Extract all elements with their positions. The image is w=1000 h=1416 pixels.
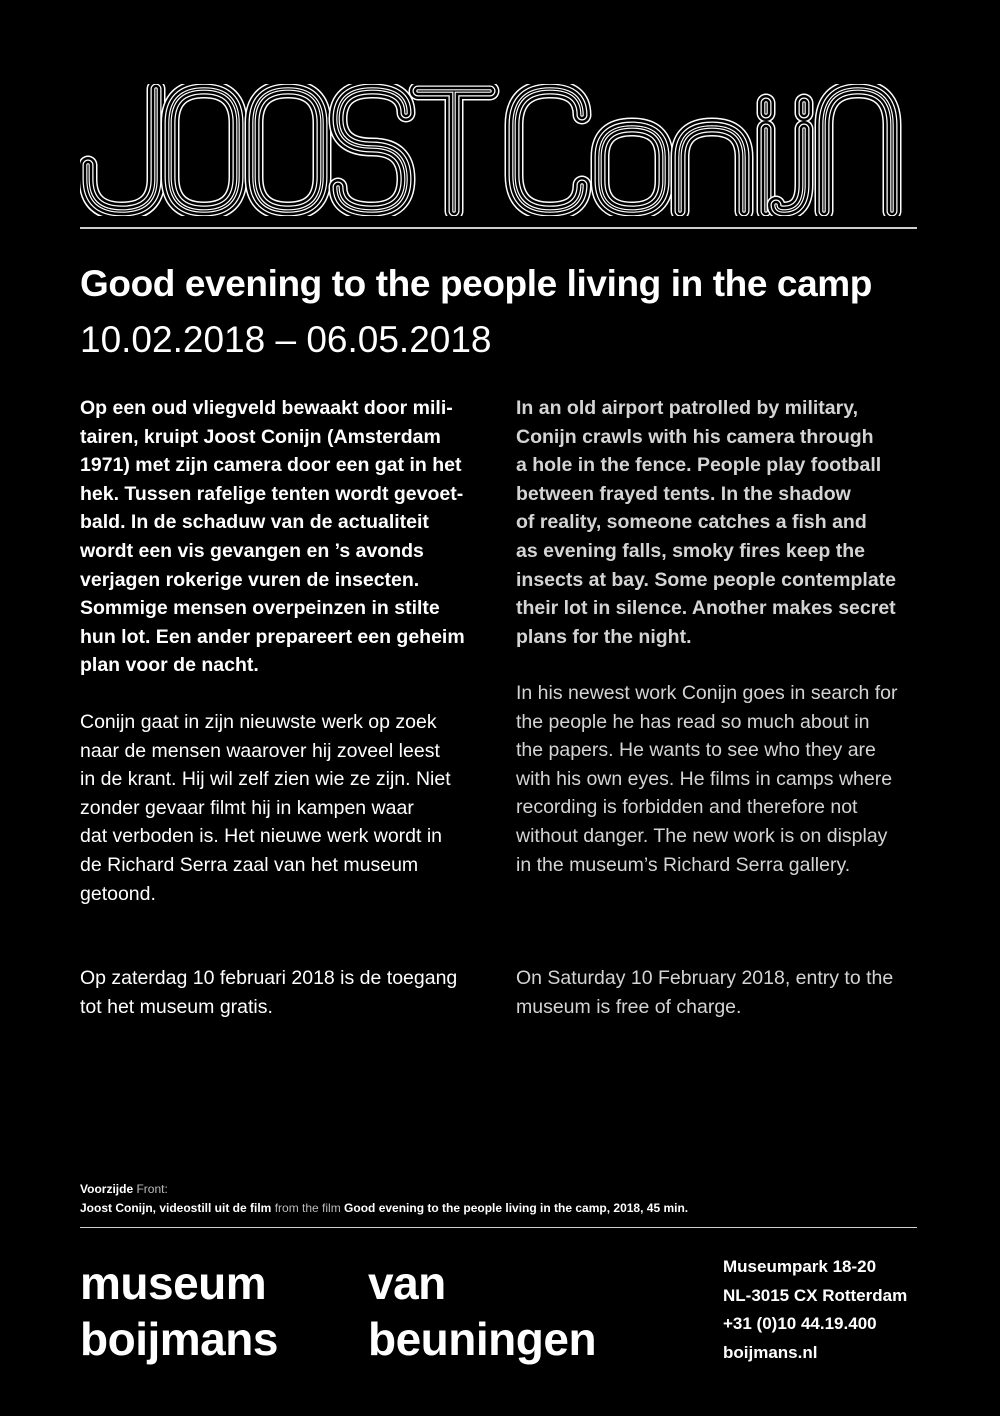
english-text-line: a hole in the fence. People play football <box>516 454 882 477</box>
address-street: Museumpark 18-20 <box>723 1257 877 1276</box>
english-text-line: in the museum’s Richard Serra gallery. <box>516 853 851 876</box>
dutch-text-line: hek. Tussen rafelige tenten wordt gevoet- <box>80 482 464 505</box>
logo-word-beuningen: beuningen <box>368 1313 597 1365</box>
exhibition-dates: 10.02.2018 – 06.05.2018 <box>80 319 492 360</box>
english-text-line: recording is forbidden and therefore not <box>516 796 858 819</box>
caption-credit-en: from the film <box>274 1201 341 1215</box>
logo-word-museum: museum <box>80 1257 267 1309</box>
logo-word-van: van <box>368 1257 446 1309</box>
dutch-text-line: zonder gevaar filmt hij in kampen waar <box>80 796 414 819</box>
english-text-line: In his newest work Conijn goes in search for <box>516 682 898 704</box>
dutch-paragraph-3 <box>80 964 500 1021</box>
english-paragraph-1 <box>516 394 936 651</box>
caption-label-nl: Voorzijde <box>80 1182 134 1196</box>
english-text-line: the people he has read so much about in <box>516 710 870 733</box>
dutch-text-line: in de krant. Hij wil zelf zien wie ze zijn. Niet <box>80 768 451 791</box>
address-phone: +31 (0)10 44.19.400 <box>723 1314 877 1333</box>
dutch-text-line: tairen, kruipt Joost Conijn (Amsterdam <box>80 425 441 448</box>
caption-film-info: Good evening to the people living in the camp, 2018, 45 min. <box>344 1201 689 1215</box>
dutch-text-line: verjagen rokerige vuren de insecten. <box>80 568 420 591</box>
english-paragraph-3 <box>516 964 936 1021</box>
english-text-line: without danger. The new work is on display <box>516 824 888 847</box>
english-text-line: as evening falls, smoky fires keep the <box>516 539 865 562</box>
title-letter-j <box>776 103 804 211</box>
title-letter-o <box>600 127 664 211</box>
caption-label-en: Front: <box>136 1182 168 1196</box>
dutch-text-line: Op een oud vliegveld bewaakt door mili- <box>80 397 453 419</box>
dutch-text-line: wordt een vis gevangen en ’s avonds <box>80 539 424 562</box>
bottom-divider <box>80 1227 917 1228</box>
english-text-line: insects at bay. Some people contemplate <box>516 568 897 591</box>
english-text-line: Conijn crawls with his camera through <box>516 425 874 448</box>
exhibition-title: Good evening to the people living in the camp <box>80 263 872 304</box>
english-text-line: their lot in silence. Another makes secret <box>516 597 896 620</box>
title-letter-o <box>254 89 322 211</box>
dutch-text-line: de Richard Serra zaal van het museum <box>80 853 419 876</box>
english-text-line: between frayed tents. In the shadow <box>516 482 851 505</box>
dutch-text-line: 1971) met zijn camera door een gat in het <box>80 454 462 477</box>
english-text-line: plans for the night. <box>516 625 692 648</box>
caption-line-1 <box>80 1180 168 1198</box>
top-divider <box>80 227 917 229</box>
title-letter-o <box>170 89 238 211</box>
dutch-text-line: getoond. <box>80 882 156 905</box>
dutch-paragraph-2 <box>80 708 500 908</box>
title-letter-s <box>338 89 406 211</box>
title-letter-c <box>514 89 582 211</box>
address-website[interactable]: boijmans.nl <box>723 1342 818 1362</box>
english-text-line: the papers. He wants to see who they are <box>516 739 876 762</box>
title-letter-n <box>680 127 744 211</box>
dutch-text-line: hun lot. Een ander prepareert een geheim <box>80 625 465 648</box>
english-text-line: with his own eyes. He films in camps where <box>516 767 893 790</box>
dutch-text-line: Sommige mensen overpeinzen in stilte <box>80 597 440 620</box>
museum-address <box>723 1253 907 1367</box>
title-letter-j <box>88 89 156 211</box>
title-letter-t <box>418 91 490 211</box>
dutch-paragraph-1 <box>80 394 500 680</box>
english-text-line: museum is free of charge. <box>516 995 742 1018</box>
english-text-line: On Saturday 10 February 2018, entry to the <box>516 967 894 989</box>
dutch-text-line: Op zaterdag 10 februari 2018 is de toegang <box>80 967 458 989</box>
logo-word-boijmans: boijmans <box>80 1313 278 1365</box>
dutch-text-line: bald. In de schaduw van de actualiteit <box>80 511 429 534</box>
artist-name-title <box>80 84 918 216</box>
dutch-text-line: naar de mensen waarover hij zoveel leest <box>80 739 440 762</box>
dutch-text-line: plan voor de nacht. <box>80 654 259 677</box>
dutch-text-line: dat verboden is. Het nieuwe werk wordt in <box>80 825 443 848</box>
caption-line-2 <box>80 1199 688 1217</box>
caption-credit-nl: Joost Conijn, videostill uit de film <box>80 1201 272 1215</box>
dutch-text-line: tot het museum gratis. <box>80 995 273 1018</box>
address-city: NL-3015 CX Rotterdam <box>723 1285 908 1305</box>
english-paragraph-2 <box>516 679 936 879</box>
title-letter-n <box>824 89 892 211</box>
english-text-line: of reality, someone catches a fish and <box>516 511 867 534</box>
dutch-text-line: Conijn gaat in zijn nieuwste werk op zoek <box>80 711 437 733</box>
english-text-line: In an old airport patrolled by military, <box>516 397 859 419</box>
